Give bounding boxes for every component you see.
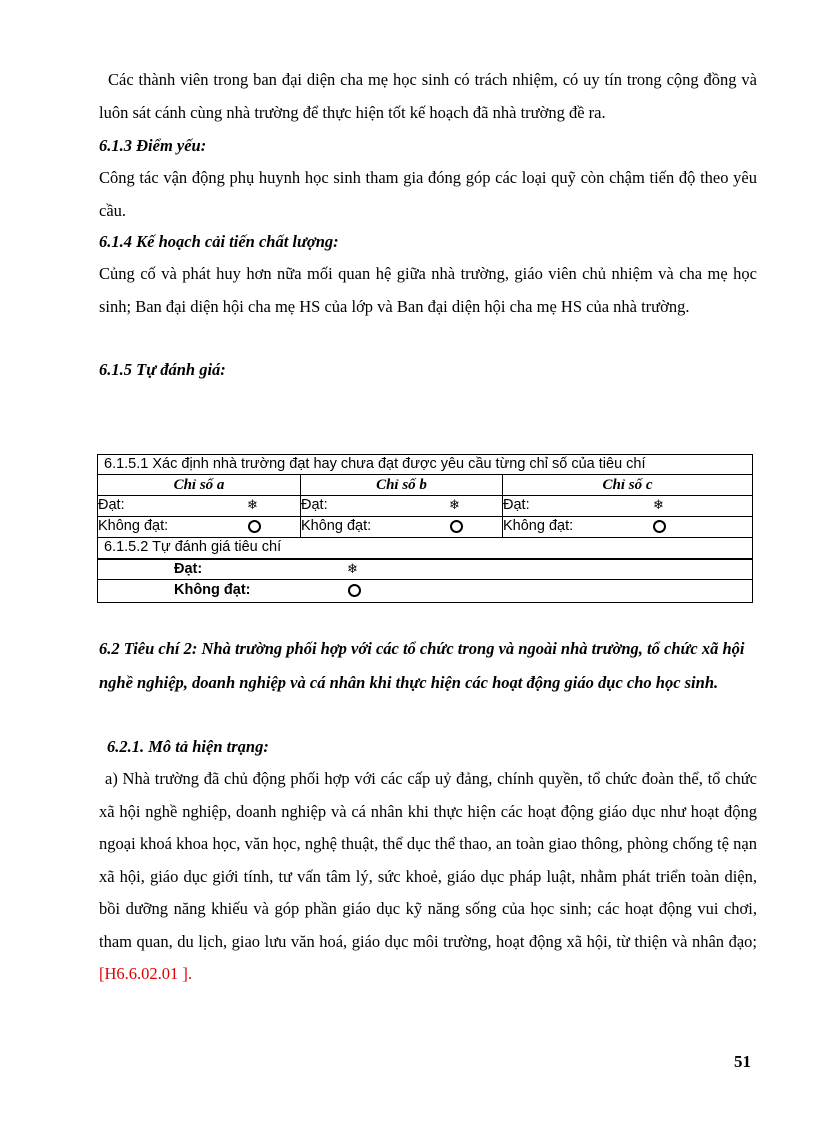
paragraph-improvement-plan: Củng cố và phát huy hơn nữa mối quan hệ giữa nhà trường, giáo viên chủ nhiệm và cha mẹ học sinh; Ban đại diện hội cha mẹ HS của lớp và Ban đại diện hội cha mẹ HS của nhà trường.: [99, 264, 757, 316]
ring-icon: [348, 584, 361, 597]
heading-6-1-5: 6.1.5 Tự đánh giá:: [99, 360, 226, 379]
table-header-row: [97, 475, 753, 496]
table-title-row: [97, 454, 753, 475]
ring-icon: [450, 520, 463, 533]
snowflake-icon: ❄: [247, 498, 258, 513]
paragraph-current-state: [99, 763, 757, 991]
table-title-2: 6.1.5.2 Tự đánh giá tiêu chí: [104, 539, 282, 555]
ring-icon: [653, 520, 666, 533]
label-dat: Đạt:: [301, 497, 328, 513]
table-row-dat-2: [97, 559, 753, 580]
snowflake-icon: ❄: [449, 498, 460, 513]
evidence-reference: [H6.6.02.01 ].: [99, 964, 193, 983]
cell-b-dat: [300, 496, 502, 516]
label-dat: Đạt:: [98, 497, 125, 513]
cell-c-dat: [502, 496, 752, 516]
heading-6-2: 6.2 Tiêu chí 2: Nhà trường phối hợp với các tổ chức trong và ngoài nhà trường, tổ chức xã hội nghề nghiệp, doanh nghiệp và cá nhân khi thực hiện các hoạt động giáo dục cho học sinh.: [99, 639, 745, 692]
ring-icon: [248, 520, 261, 533]
heading-6-1-3: 6.1.3 Điểm yếu:: [99, 136, 207, 155]
column-header-a: Chỉ số a: [173, 477, 225, 493]
table-title-row-2: [97, 538, 753, 559]
cell-a-khong-dat: [98, 517, 300, 537]
label-dat: Đạt:: [503, 497, 530, 513]
heading-6-2-1: 6.2.1. Mô tả hiện trạng:: [107, 737, 269, 756]
label-khong-dat: Không đạt:: [301, 518, 372, 534]
label-dat-2: Đạt:: [174, 561, 203, 577]
snowflake-icon: ❄: [653, 498, 664, 513]
label-khong-dat: Không đạt:: [98, 518, 169, 534]
table-title-1: 6.1.5.1 Xác định nhà trường đạt hay chưa đạt được yêu cầu từng chỉ số của tiêu chí: [104, 456, 646, 472]
paragraph-parent-committee: Các thành viên trong ban đại diện cha mẹ học sinh có trách nhiệm, có uy tín trong cộng đồng và luôn sát cánh cùng nhà trường để thực hiện tốt kế hoạch đã nhà trường đề ra.: [99, 70, 757, 122]
snowflake-icon: ❄: [347, 562, 358, 577]
page-number: 51: [734, 1052, 751, 1071]
table-row-khong-dat-2: [97, 580, 753, 603]
self-evaluation-table: [97, 454, 753, 603]
label-khong-dat: Không đạt:: [503, 518, 574, 534]
table-row-dat: [97, 496, 753, 517]
current-state-text: a) Nhà trường đã chủ động phối hợp với các cấp uỷ đảng, chính quyền, tổ chức đoàn thể, tổ chức xã hội nghề nghiệp, doanh nghiệp và cá nhân khi thực hiện các hoạt động giáo dục như hoạt động ngoại khoá khoa học, văn học, nghệ thuật, thể dục thể thao, an toàn giao thông, phòng chống tệ nạn xã hội, giáo dục giới tính, tư vấn tâm lý, sức khoẻ, giáo dục pháp luật, nhằm phát triển toàn diện, bồi dưỡng năng khiếu và góp phần giáo dục kỹ năng sống của học sinh; các hoạt động vui chơi, tham quan, du lịch, giao lưu văn hoá, giáo dục môi trường, hoạt động xã hội, từ thiện và nhân đạo;: [99, 769, 757, 951]
column-header-b: Chỉ số b: [300, 475, 502, 495]
heading-6-1-4: 6.1.4 Kế hoạch cải tiến chất lượng:: [99, 232, 339, 251]
cell-c-khong-dat: [502, 517, 752, 537]
table-row-khong-dat: [97, 517, 753, 538]
column-header-c: Chỉ số c: [502, 475, 752, 495]
label-khong-dat-2: Không đạt:: [174, 582, 251, 598]
cell-a-dat: [98, 496, 300, 516]
paragraph-weakness: Công tác vận động phụ huynh học sinh tham gia đóng góp các loại quỹ còn chậm tiến độ theo yêu cầu.: [99, 168, 757, 220]
cell-b-khong-dat: [300, 517, 502, 537]
